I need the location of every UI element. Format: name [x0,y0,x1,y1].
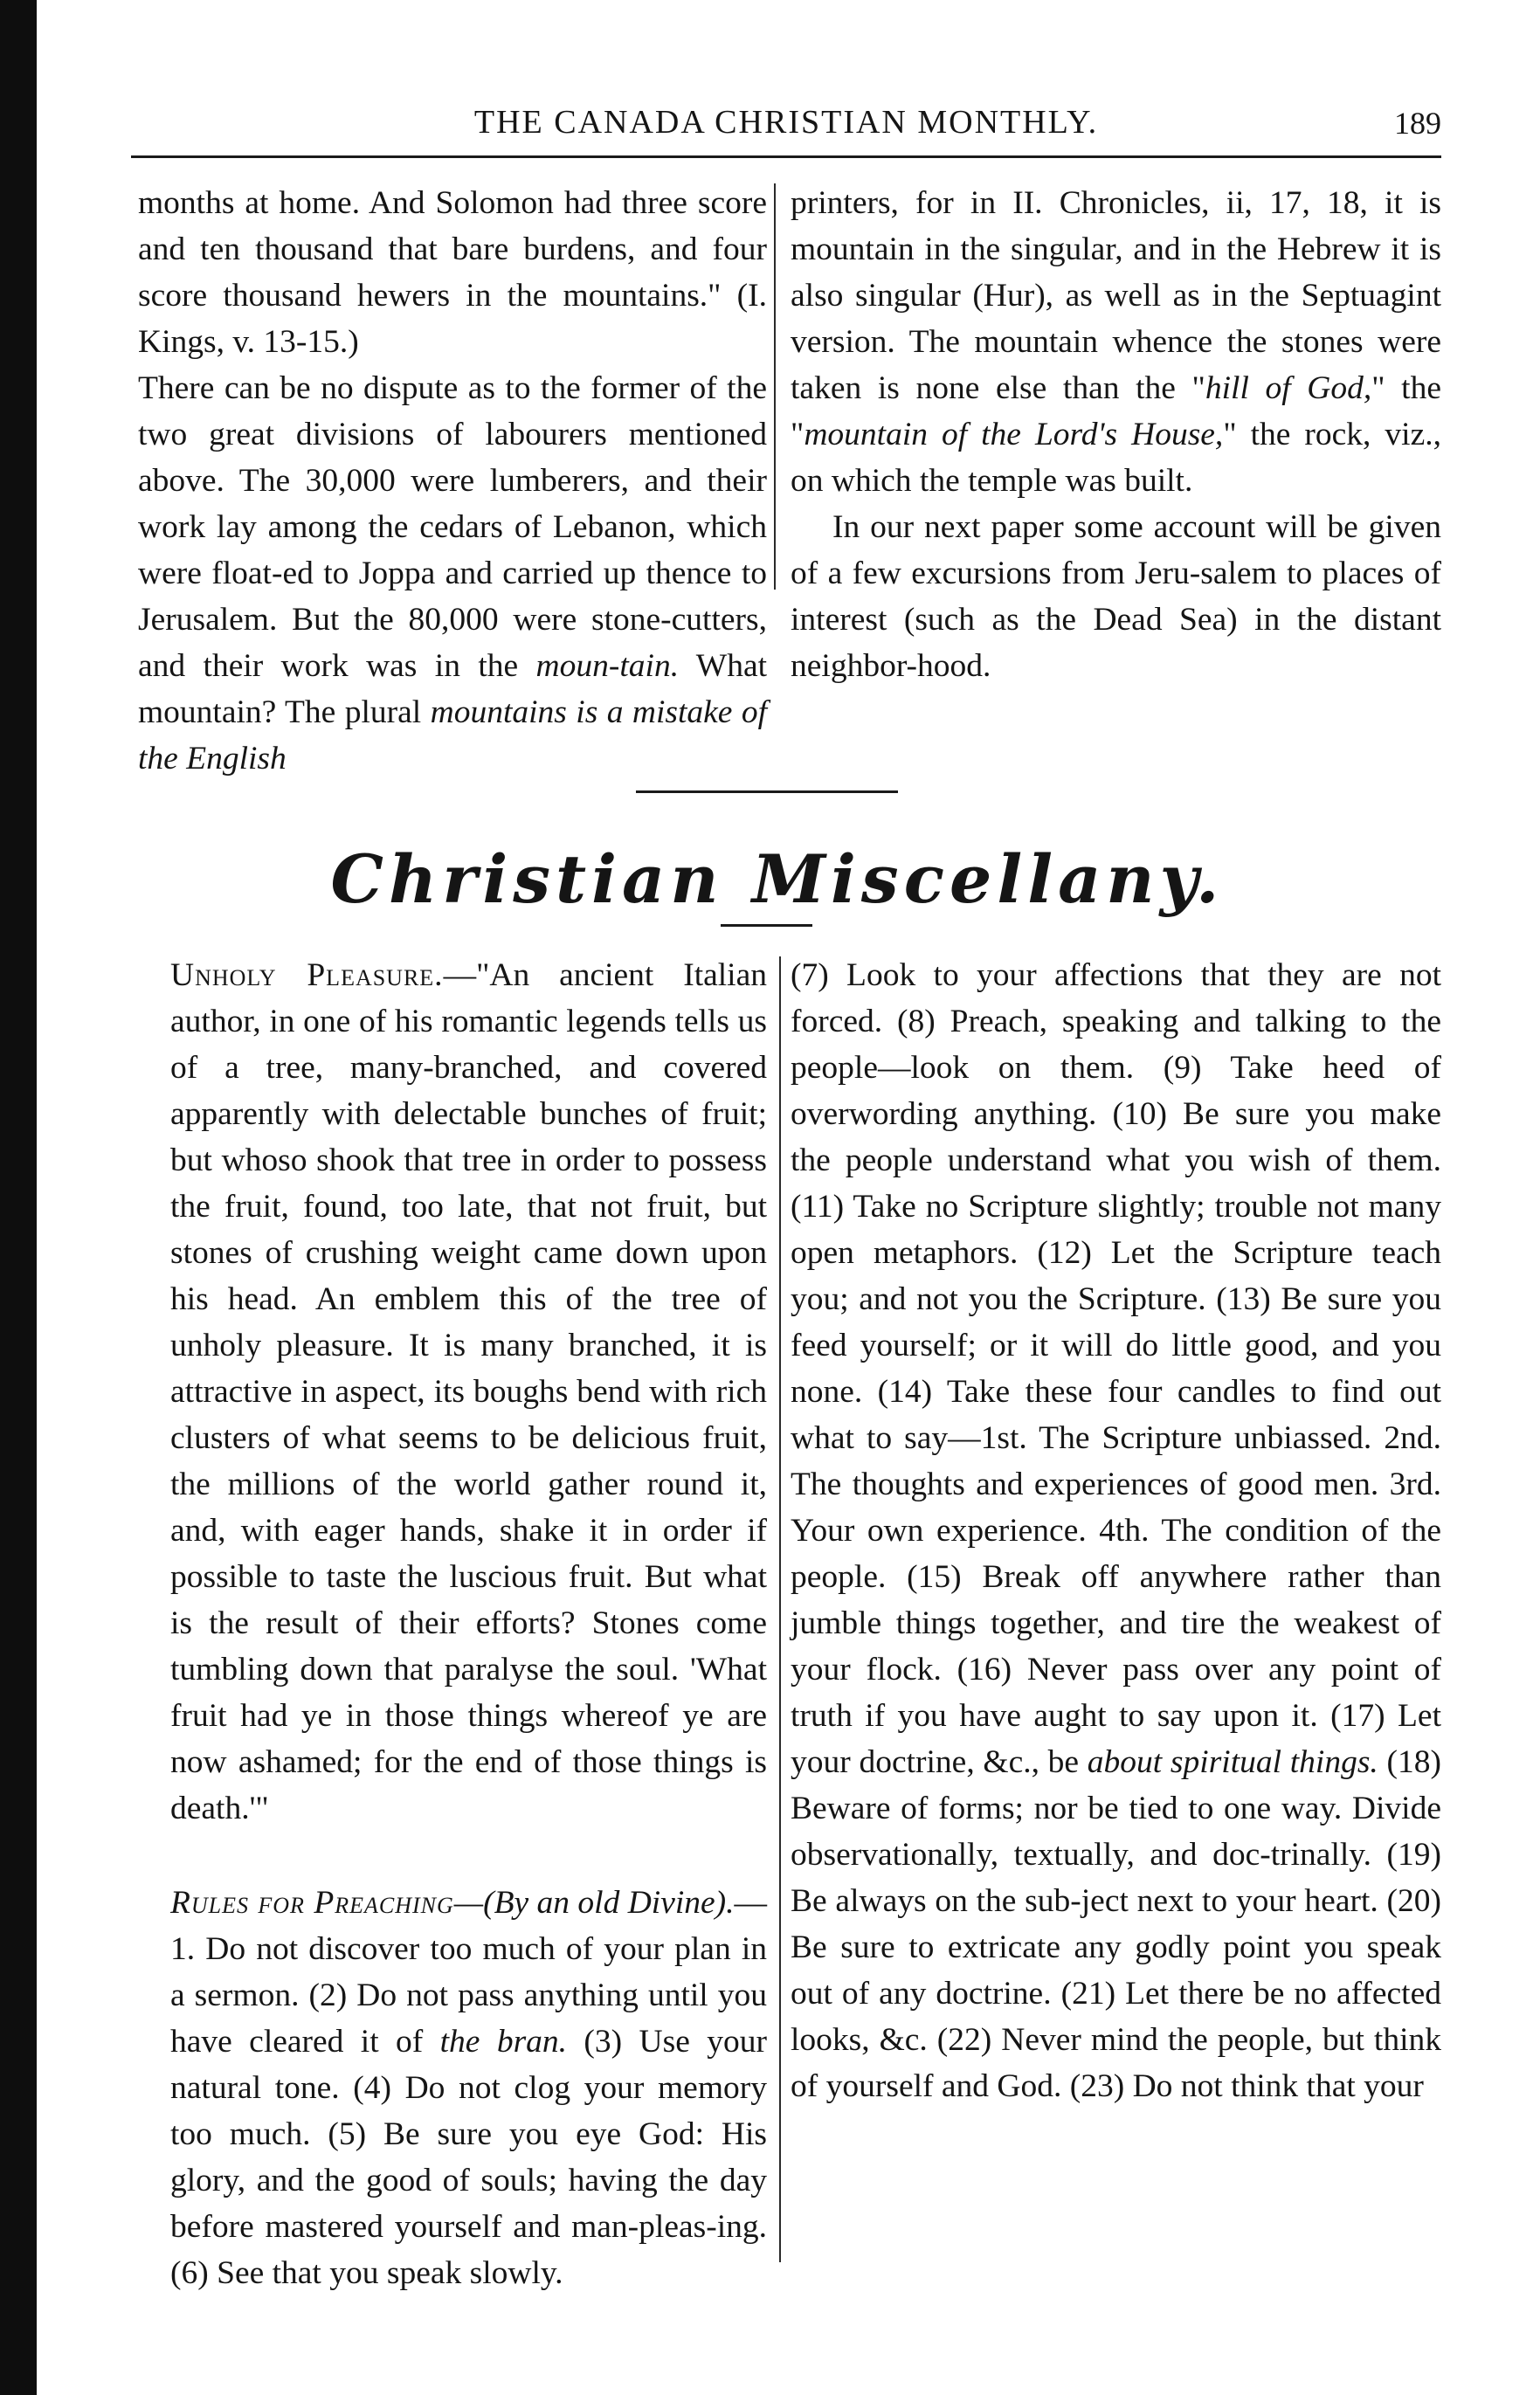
running-title: THE CANADA CHRISTIAN MONTHLY. [473,104,1099,141]
article-continuation-left [138,180,767,782]
column-divider [774,183,776,590]
paragraph [791,952,1441,2109]
page-header [131,103,1441,155]
paragraph [791,180,1441,504]
paragraph-text: —1. Do not discover too much of your plan in a sermon. (2) Do not pass anything until you have cleared it of [170,1885,768,2060]
column-divider [779,956,781,2262]
paragraph-text: —"An ancient Italian author, in one of his romantic legends tells us of a tree, many-branched, and covered apparently with delectable bunches of fruit; but whoso shook that tree in order to possess the fruit, found, too late, that not fruit, but stones of crushing weight came down upon his head. An emblem this of the tree of unholy pleasure. It is many branched, it is attractive in aspect, its boughs bend with rich clusters of what seems to be delicious fruit, the millions of the world gather round it, and, with eager hands, shake it in order if possible to taste the luscious fruit. But what is the result of their efforts? Stones come tumbling down that paralyse the soul. 'What fruit had ye in those things whereof ye are now ashamed; for the end of those things is death.'" [170,957,767,1826]
section-rule-top [636,790,898,793]
paragraph-text: (3) Use your natural tone. (4) Do not clog your memory too much. (5) Be sure you eye God: His glory, and the good of souls; having the day before mastered yourself and man-pleas-ing. (6) See that you speak slowly. [170,2024,767,2291]
italic-phrase: hill of God, [1205,370,1372,406]
scan-edge-bar [0,0,37,2395]
paragraph [791,504,1441,689]
paragraph-text: There can be no dispute as to the former of the two great divisions of labourers mentioned above. The 30,000 were lumberers, and their work lay among the cedars of Lebanon, which were float-ed to Joppa and carried up thence to Jerusalem. But the 80,000 were stone-cutters, and their work was in the [138,370,767,684]
paragraph-text: What mountain? The plural [138,648,768,730]
paragraph [138,365,767,782]
section-rule-bottom [721,924,812,927]
italic-word: moun-tain. [535,648,680,684]
italic-phrase: the bran. [439,2024,568,2060]
paragraph [138,180,767,365]
paragraph-text: (18) Beware of forms; nor be tied to one way. Divide observationally, textually, and doc-trinally. (19) Be always on the sub-ject next to your heart. (20) Be sure to extricate any godly point you speak out of any doctrine. (21) Let there be no affected looks, &c. (22) Never mind the people, but think of yourself and God. (23) Do not think that your [791,1744,1442,2104]
page-number: 189 [1394,106,1441,141]
section-title: Christian Miscellany. [330,840,1225,918]
paragraph-text: months at home. And Solomon had three score and ten thousand that bare burdens, and four score thousand hewers in the mountains." (I. Kings, v. 13-15.) [138,185,767,360]
item-heading: Rules for Preaching [170,1885,454,1921]
italic-phrase: about spiritual things. [1087,1744,1378,1780]
miscellany-right-column [791,952,1441,2109]
item-attribution: —(By an old Divine). [453,1885,735,1921]
paragraph-text: In our next paper some account will be given of a few excursions from Jeru-salem to places of interest (such as the Dead Sea) in the distant neighbor-hood. [791,509,1441,684]
paragraph-text: " the " [791,370,1441,452]
paragraph-text: " the rock, viz., on which the temple was built. [791,417,1441,499]
header-rule [131,155,1441,158]
paragraph [170,1880,767,2296]
italic-phrase: mountains is a mistake of the English [138,694,768,776]
miscellany-left-column [170,952,767,2296]
item-heading: Unholy Pleasure. [170,957,444,993]
paragraph-text: (7) Look to your affections that they are not forced. (8) Preach, speaking and talking to the people—look on them. (9) Take heed of overwording anything. (10) Be sure you make the people understand what you wish of them. (11) Take no Scripture slightly; trouble not many open metaphors. (12) Let the Scripture teach you; and not you the Scripture. (13) Be sure you feed yourself; or it will do little good, and you none. (14) Take these four candles to find out what to say—1st. The Scripture unbiassed. 2nd. The thoughts and experiences of good men. 3rd. Your own experience. 4th. The condition of the people. (15) Break off anywhere rather than jumble things together, and tire the weakest of your flock. (16) Never pass over any point of truth if you have aught to say upon it. (17) Let your doctrine, &c., be [791,957,1441,1780]
paragraph-text: printers, for in II. Chronicles, ii, 17, 18, it is mountain in the singular, and in the Hebrew it is also singular (Hur), as well as in the Septuagint version. The mountain whence the stones were taken is none else than the " [791,185,1441,406]
paragraph [170,952,767,1832]
italic-phrase: mountain of the Lord's House, [804,417,1224,452]
article-continuation-right [791,180,1441,689]
